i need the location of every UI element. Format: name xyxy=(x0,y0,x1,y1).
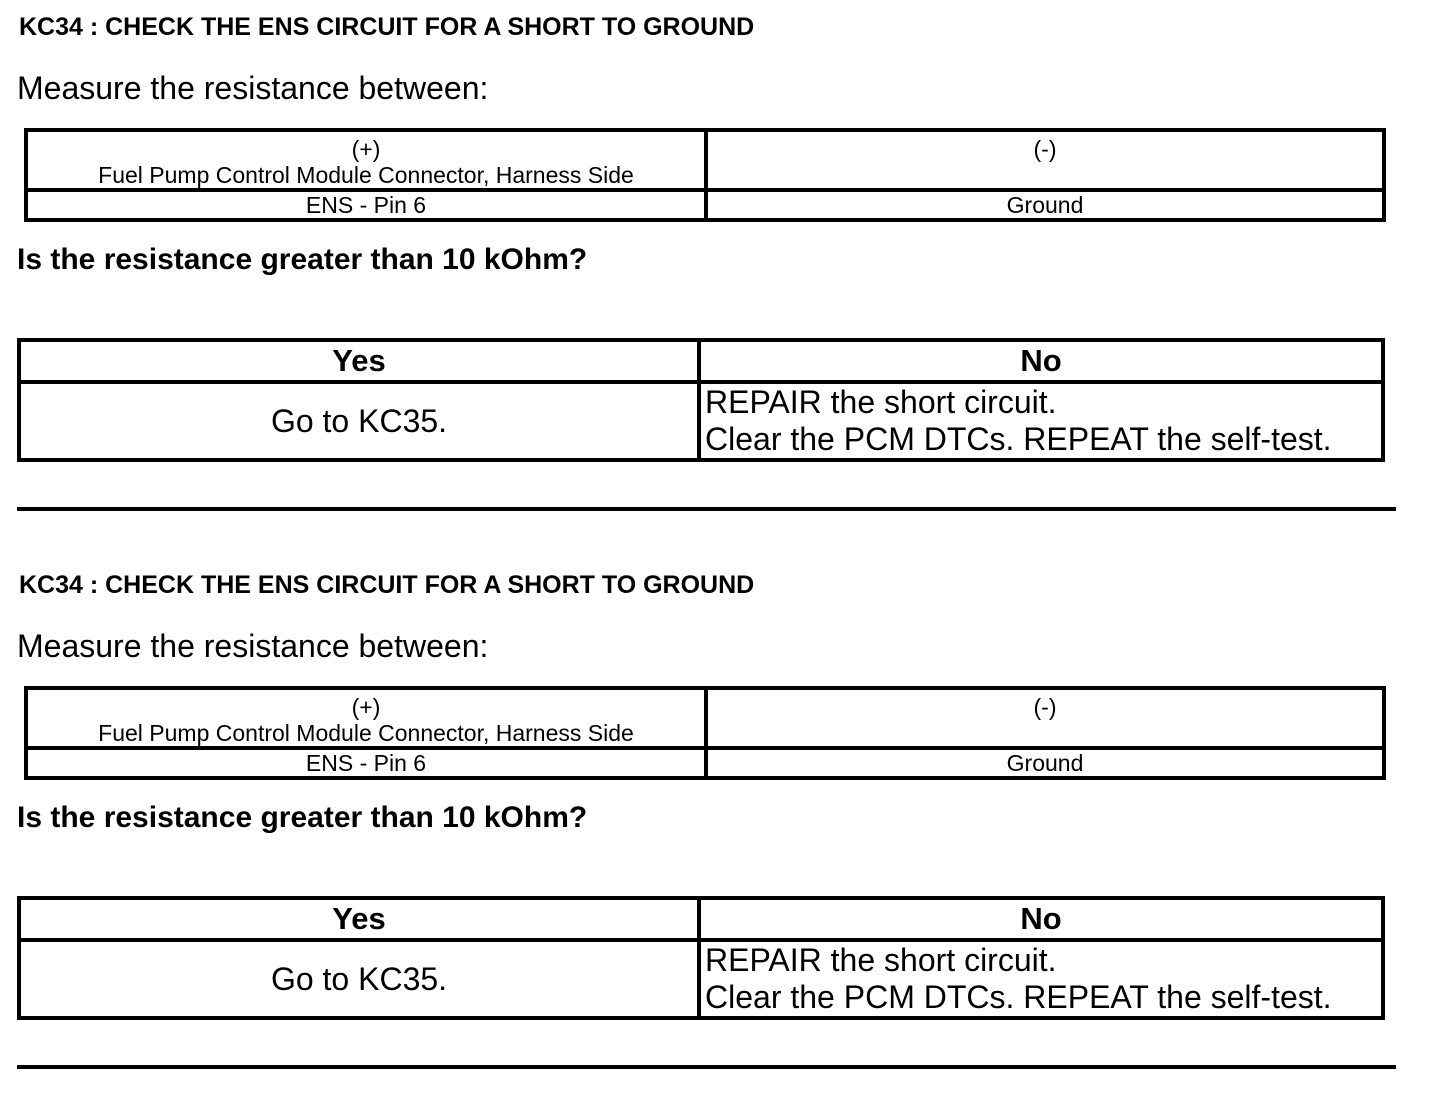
measurement-table xyxy=(24,686,1386,780)
minus-probe-value: Ground xyxy=(706,190,1384,220)
no-action-line: REPAIR the short circuit. xyxy=(705,384,1057,420)
step-title: KC34 : CHECK THE ENS CIRCUIT FOR A SHORT TO GROUND xyxy=(19,571,755,599)
measurement-header-row xyxy=(26,130,1384,190)
measurement-value-row xyxy=(26,748,1384,778)
instruction-text: Measure the resistance between: xyxy=(17,628,489,664)
result-action-row xyxy=(19,940,1383,1018)
yes-header: Yes xyxy=(19,898,699,940)
plus-probe-value: ENS - Pin 6 xyxy=(26,748,706,778)
plus-probe-header xyxy=(26,688,706,748)
question-text: Is the resistance greater than 10 kOhm? xyxy=(17,801,588,834)
plus-connector-description: Fuel Pump Control Module Connector, Harness Side xyxy=(98,162,634,188)
minus-probe-value: Ground xyxy=(706,748,1384,778)
no-action-line: Clear the PCM DTCs. REPEAT the self-test. xyxy=(705,979,1332,1015)
minus-probe-header xyxy=(706,130,1384,190)
step-title: KC34 : CHECK THE ENS CIRCUIT FOR A SHORT TO GROUND xyxy=(19,13,755,41)
result-table xyxy=(17,896,1385,1020)
no-action xyxy=(699,940,1383,1018)
instruction-text: Measure the resistance between: xyxy=(17,70,489,106)
measurement-table xyxy=(24,128,1386,222)
no-action-line: Clear the PCM DTCs. REPEAT the self-test. xyxy=(705,421,1332,457)
plus-sign-label: (+) xyxy=(351,694,381,720)
measurement-header-row xyxy=(26,688,1384,748)
result-header-row xyxy=(19,340,1383,382)
yes-action: Go to KC35. xyxy=(19,382,699,460)
plus-sign-label: (+) xyxy=(351,136,381,162)
plus-connector-description: Fuel Pump Control Module Connector, Harness Side xyxy=(98,720,634,746)
no-action xyxy=(699,382,1383,460)
minus-probe-header xyxy=(706,688,1384,748)
no-header: No xyxy=(699,898,1383,940)
minus-sign-label: (-) xyxy=(1033,694,1057,720)
measurement-value-row xyxy=(26,190,1384,220)
result-table xyxy=(17,338,1385,462)
minus-sign-label: (-) xyxy=(1033,136,1057,162)
result-action-row xyxy=(19,382,1383,460)
plus-probe-header xyxy=(26,130,706,190)
plus-probe-value: ENS - Pin 6 xyxy=(26,190,706,220)
result-header-row xyxy=(19,898,1383,940)
no-action-line: REPAIR the short circuit. xyxy=(705,942,1057,978)
yes-action: Go to KC35. xyxy=(19,940,699,1018)
section-divider xyxy=(17,507,1396,511)
yes-header: Yes xyxy=(19,340,699,382)
no-header: No xyxy=(699,340,1383,382)
question-text: Is the resistance greater than 10 kOhm? xyxy=(17,243,588,276)
step-block-2 xyxy=(0,558,1440,1116)
section-divider xyxy=(17,1065,1396,1069)
